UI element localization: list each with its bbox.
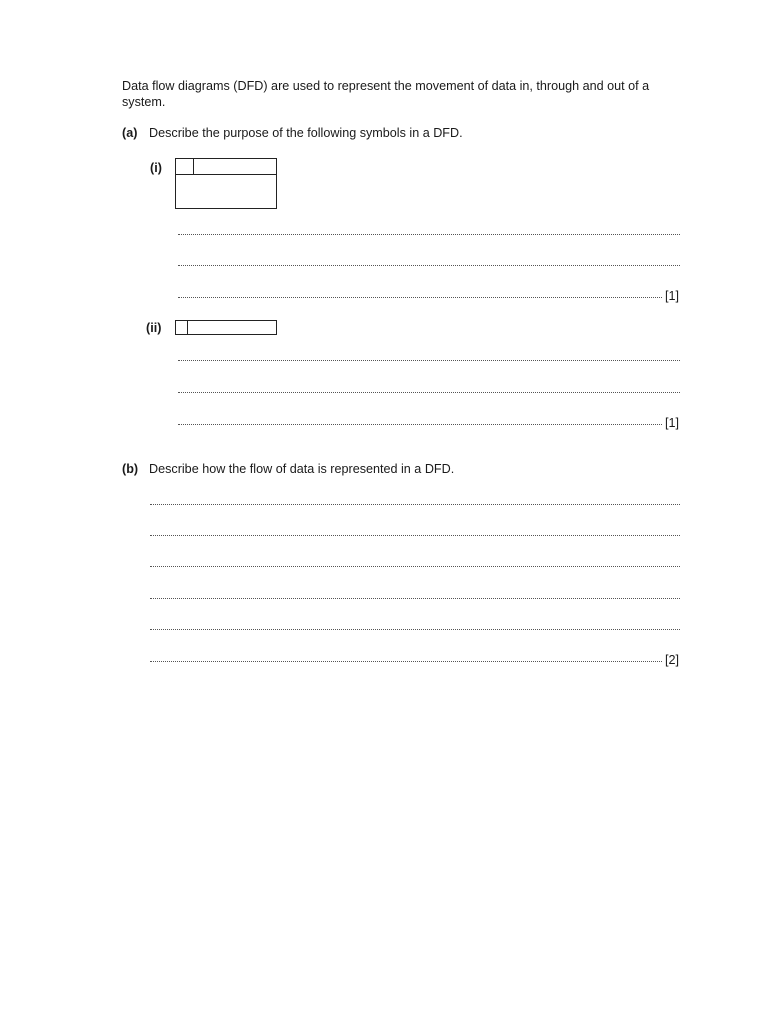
data-store-symbol-ii bbox=[175, 320, 277, 335]
answer-line-b-1[interactable] bbox=[150, 504, 680, 505]
answer-line-ii-3[interactable] bbox=[178, 424, 662, 425]
mark-b: [2] bbox=[665, 653, 680, 667]
answer-line-b-3[interactable] bbox=[150, 566, 680, 567]
answer-line-i-3[interactable] bbox=[178, 297, 662, 298]
answer-line-ii-1[interactable] bbox=[178, 360, 680, 361]
intro-line-1: Data flow diagrams (DFD) are used to represent the movement of data in, through and out of a bbox=[122, 79, 650, 93]
answer-line-b-5[interactable] bbox=[150, 629, 680, 630]
answer-line-i-2[interactable] bbox=[178, 265, 680, 266]
sub-ii-label: (ii) bbox=[146, 321, 162, 335]
part-b-label: (b) bbox=[122, 462, 139, 476]
intro-line-2: system. bbox=[122, 95, 166, 109]
answer-line-b-2[interactable] bbox=[150, 535, 680, 536]
answer-line-i-1[interactable] bbox=[178, 234, 680, 235]
part-b-question: Describe how the flow of data is represented in a DFD. bbox=[149, 462, 455, 476]
answer-line-b-6[interactable] bbox=[150, 661, 662, 662]
mark-i: [1] bbox=[665, 289, 680, 303]
answer-line-ii-2[interactable] bbox=[178, 392, 680, 393]
sub-i-label: (i) bbox=[150, 161, 162, 175]
mark-ii: [1] bbox=[665, 416, 680, 430]
answer-line-b-4[interactable] bbox=[150, 598, 680, 599]
data-store-symbol-i bbox=[175, 158, 277, 209]
part-a-label: (a) bbox=[122, 126, 138, 140]
part-a-question: Describe the purpose of the following symbols in a DFD. bbox=[149, 126, 463, 140]
